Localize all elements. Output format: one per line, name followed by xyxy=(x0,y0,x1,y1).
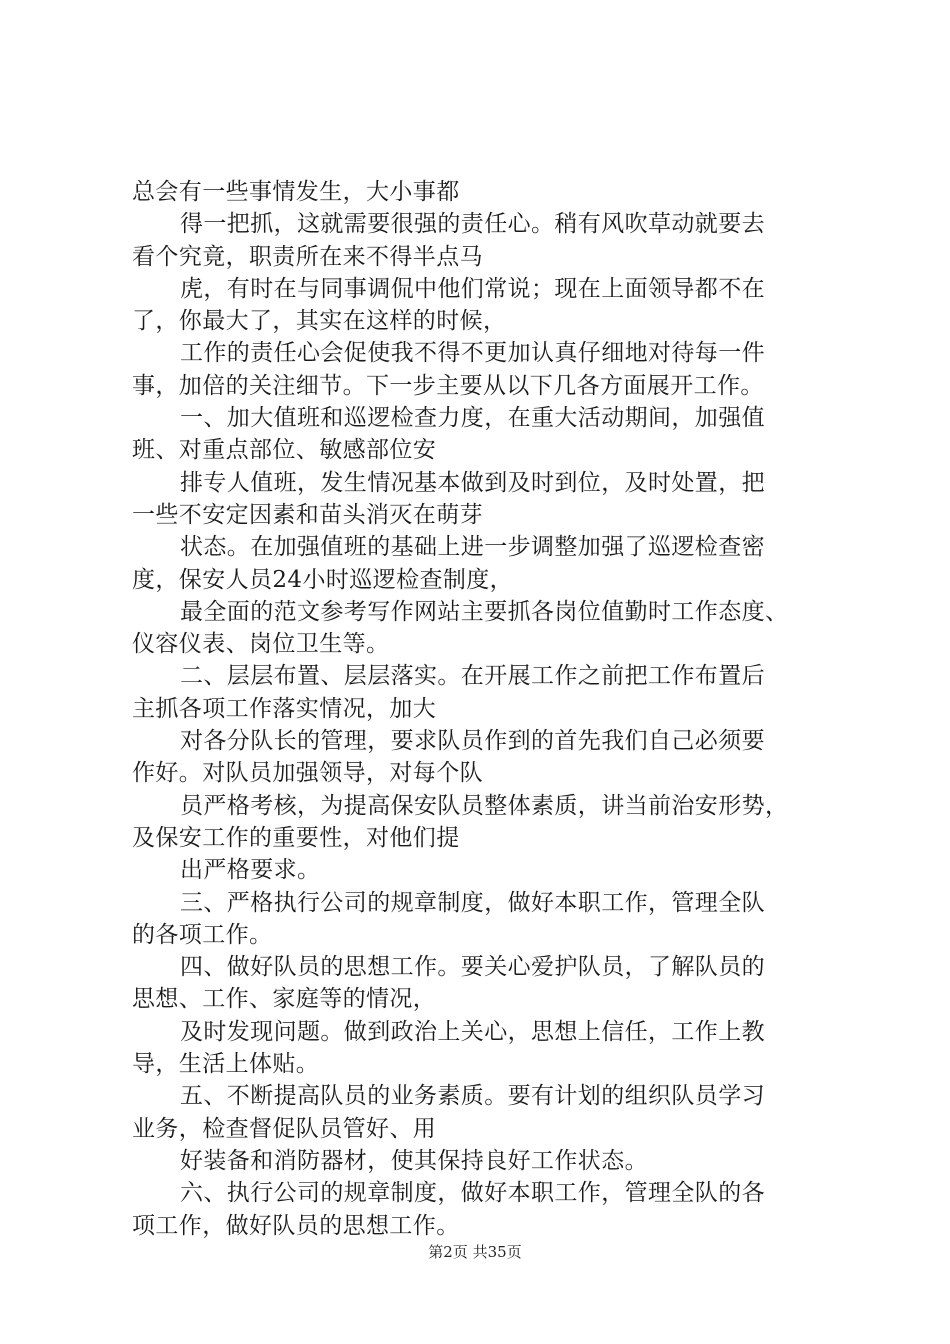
text-line: 的各项工作。 xyxy=(132,921,273,948)
text-line: 主抓各项工作落实情况，加大 xyxy=(132,695,437,722)
text-line: 虎，有时在与同事调侃中他们常说；现在上面领导都不在 xyxy=(180,275,765,302)
text-line: 事，加倍的关注细节。下一步主要从以下几各方面展开工作。 xyxy=(132,372,764,399)
text-line: 得一把抓，这就需要很强的责任心。稍有风吹草动就要去 xyxy=(180,211,765,238)
text-line: 及时发现问题。做到政治上关心，思想上信任，工作上教 xyxy=(180,1018,765,1045)
text-line: 六、执行公司的规章制度，做好本职工作，管理全队的各 xyxy=(180,1180,765,1207)
text-line: 好装备和消防器材，使其保持良好工作状态。 xyxy=(180,1147,648,1174)
text-line: 了，你最大了，其实在这样的时候， xyxy=(132,308,507,335)
document-body xyxy=(132,176,842,1242)
text-line: 一些不安定因素和苗头消灭在萌芽 xyxy=(132,501,483,528)
text-line: 作好。对队员加强领导，对每个队 xyxy=(132,760,483,787)
text-line: 三、严格执行公司的规章制度，做好本职工作，管理全队 xyxy=(180,889,765,916)
text-line: 四、做好队员的思想工作。要关心爱护队员，了解队员的 xyxy=(180,954,765,981)
text-line: 总会有一些事情发生，大小事都 xyxy=(132,179,460,205)
text-line: 度，保安人员24小时巡逻检查制度， xyxy=(132,566,514,593)
text-line: 导，生活上体贴。 xyxy=(132,1051,320,1078)
text-line: 员严格考核，为提高保安队员整体素质，讲当前治安形势， xyxy=(180,792,789,819)
text-line: 仪容仪表、岗位卫生等。 xyxy=(132,631,390,658)
text-line: 工作的责任心会促使我不得不更加认真仔细地对待每一件 xyxy=(180,340,765,367)
text-line: 及保安工作的重要性，对他们提 xyxy=(132,824,460,851)
text-line: 对各分队长的管理，要求队员作到的首先我们自己必须要 xyxy=(180,728,765,755)
text-line: 排专人值班，发生情况基本做到及时到位，及时处置，把 xyxy=(180,469,765,496)
text-line: 一、加大值班和巡逻检查力度，在重大活动期间，加强值 xyxy=(180,405,765,432)
page-footer: 第2页 共35页 xyxy=(428,1243,522,1261)
text-line: 状态。在加强值班的基础上进一步调整加强了巡逻检查密 xyxy=(180,534,765,561)
text-line: 看个究竟，职责所在来不得半点马 xyxy=(132,243,483,270)
text-line: 项工作，做好队员的思想工作。 xyxy=(132,1212,460,1239)
text-line: 最全面的范文参考写作网站主要抓各岗位值勤时工作态度、 xyxy=(180,598,789,625)
text-line: 五、不断提高队员的业务素质。要有计划的组织队员学习 xyxy=(180,1083,765,1110)
text-line: 班、对重点部位、敏感部位安 xyxy=(132,437,437,464)
text-line: 出严格要求。 xyxy=(180,857,321,884)
text-line: 思想、工作、家庭等的情况， xyxy=(132,986,437,1013)
text-line: 业务，检查督促队员管好、用 xyxy=(132,1115,437,1142)
text-line: 二、层层布置、层层落实。在开展工作之前把工作布置后 xyxy=(180,663,765,690)
